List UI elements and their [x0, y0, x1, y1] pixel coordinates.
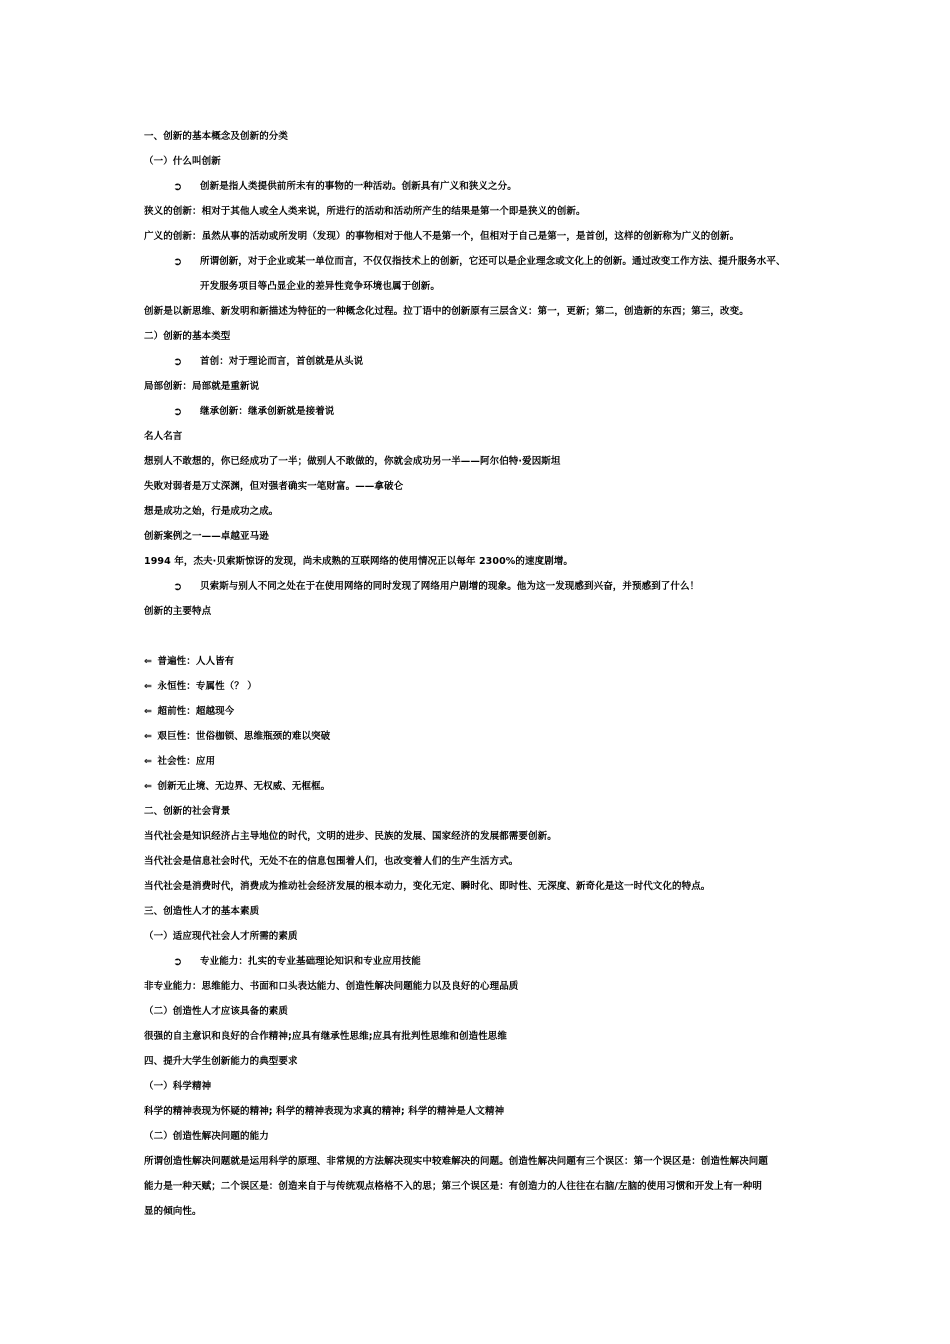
- heading-3: 三、创造性人才的基本素质: [144, 906, 260, 917]
- heading-2: 二、创新的社会背景: [144, 806, 231, 817]
- paragraph: 创新的主要特点: [144, 606, 212, 617]
- bullet-text: 创新是指人类提供前所未有的事物的一种活动。创新具有广义和狭义之分。: [200, 181, 517, 192]
- arrow-item: ⇐ 普遍性：人人皆有: [144, 656, 235, 667]
- bullet-text-continued: 开发服务项目等凸显企业的差异性竞争环境也属于创新。: [200, 281, 441, 292]
- bullet-icon: ➲: [173, 355, 183, 368]
- arrow-item: ⇐ 创新无止境、无边界、无权威、无框框。: [144, 781, 331, 792]
- paragraph: 1994 年，杰夫·贝索斯惊讶的发现，尚未成熟的互联网络的使用情况正以每年 2300%的速度剧增。: [144, 556, 574, 567]
- bullet-icon: ➲: [173, 255, 183, 268]
- paragraph: 很强的自主意识和良好的合作精神;应具有继承性思维;应具有批判性思维和创造性思维: [144, 1031, 507, 1042]
- bullet-text: 首创：对于理论而言，首创就是从头说: [200, 356, 364, 367]
- paragraph: 失败对弱者是万丈深渊，但对强者确实一笔财富。——拿破仑: [144, 481, 404, 492]
- paragraph: 局部创新：局部就是重新说: [144, 381, 260, 392]
- subheading: 二）创新的基本类型: [144, 331, 231, 342]
- paragraph: 当代社会是知识经济占主导地位的时代，文明的进步、民族的发展、国家经济的发展都需要创新。: [144, 831, 557, 842]
- bullet-text: 专业能力：扎实的专业基础理论知识和专业应用技能: [200, 956, 421, 967]
- bullet-icon: ➲: [173, 405, 183, 418]
- arrow-left-icon: ⇐: [144, 656, 153, 667]
- paragraph: 创新是以新思维、新发明和新描述为特征的一种概念化过程。拉丁语中的创新原有三层含义：第一，更新；第二，创造新的东西；第三，改变。: [144, 306, 749, 317]
- paragraph: 名人名言: [144, 431, 183, 442]
- arrow-item: ⇐ 超前性：超越现今: [144, 706, 235, 717]
- heading-4: 四、提升大学生创新能力的典型要求: [144, 1056, 298, 1067]
- paragraph: 广义的创新：虽然从事的活动或所发明（发现）的事物相对于他人不是第一个，但相对于自己是第一，是首创，这样的创新称为广义的创新。: [144, 231, 740, 242]
- arrow-left-icon: ⇐: [144, 706, 153, 717]
- bullet-text: 贝索斯与别人不同之处在于在使用网络的同时发现了网络用户剧增的现象。他为这一发现感到兴奋，并预感到了什么！: [200, 581, 700, 592]
- paragraph: 狭义的创新：相对于其他人或全人类来说，所进行的活动和活动所产生的结果是第一个即是狭义的创新。: [144, 206, 586, 217]
- subheading: （二）创造性解决问题的能力: [144, 1131, 269, 1142]
- bullet-icon: ➲: [173, 180, 183, 193]
- subheading: （二）创造性人才应该具备的素质: [144, 1006, 289, 1017]
- bullet-text: 所谓创新，对于企业或某一单位而言，不仅仅指技术上的创新，它还可以是企业理念或文化上的创新。通过改变工作方法、提升服务水平、: [200, 256, 786, 267]
- arrow-left-icon: ⇐: [144, 781, 153, 792]
- paragraph: 所谓创造性解决问题就是运用科学的原理、非常规的方法解决现实中较难解决的问题。创造性解决问题有三个误区：第一个误区是：创造性解决问题: [144, 1156, 769, 1167]
- paragraph: 想别人不敢想的，你已经成功了一半；做别人不敢做的，你就会成功另一半——阿尔伯特·爱因斯坦: [144, 456, 561, 467]
- paragraph: 科学的精神表现为怀疑的精神; 科学的精神表现为求真的精神; 科学的精神是人文精神: [144, 1106, 505, 1117]
- arrow-left-icon: ⇐: [144, 756, 153, 767]
- paragraph: 当代社会是消费时代，消费成为推动社会经济发展的根本动力，变化无定、瞬时化、即时性、无深度、新奇化是这一时代文化的特点。: [144, 881, 711, 892]
- paragraph-continued: 显的倾向性。: [144, 1206, 202, 1217]
- paragraph-continued: 能力是一种天赋；二个误区是：创造来自于与传统观点格格不入的思；第三个误区是：有创造力的人往往在右脑/左脑的使用习惯和开发上有一种明: [144, 1181, 762, 1192]
- arrow-left-icon: ⇐: [144, 681, 153, 692]
- paragraph: 非专业能力：思维能力、书面和口头表达能力、创造性解决问题能力以及良好的心理品质: [144, 981, 519, 992]
- bullet-icon: ➲: [173, 580, 183, 593]
- bullet-text: 继承创新：继承创新就是接着说: [200, 406, 335, 417]
- arrow-item: ⇐ 永恒性：专属性（？ ）: [144, 681, 257, 692]
- bullet-icon: ➲: [173, 955, 183, 968]
- paragraph: 想是成功之始，行是成功之成。: [144, 506, 279, 517]
- arrow-item: ⇐ 社会性：应用: [144, 756, 216, 767]
- arrow-item: ⇐ 艰巨性：世俗枷锁、思维瓶颈的难以突破: [144, 731, 331, 742]
- subheading: （一）适应现代社会人才所需的素质: [144, 931, 298, 942]
- subheading: （一）科学精神: [144, 1081, 212, 1092]
- paragraph: 创新案例之一——卓越亚马逊: [144, 531, 269, 542]
- subheading: （一）什么叫创新: [144, 156, 221, 167]
- arrow-left-icon: ⇐: [144, 731, 153, 742]
- paragraph: 当代社会是信息社会时代，无处不在的信息包围着人们，也改变着人们的生产生活方式。: [144, 856, 519, 867]
- heading-1: 一、创新的基本概念及创新的分类: [144, 131, 289, 142]
